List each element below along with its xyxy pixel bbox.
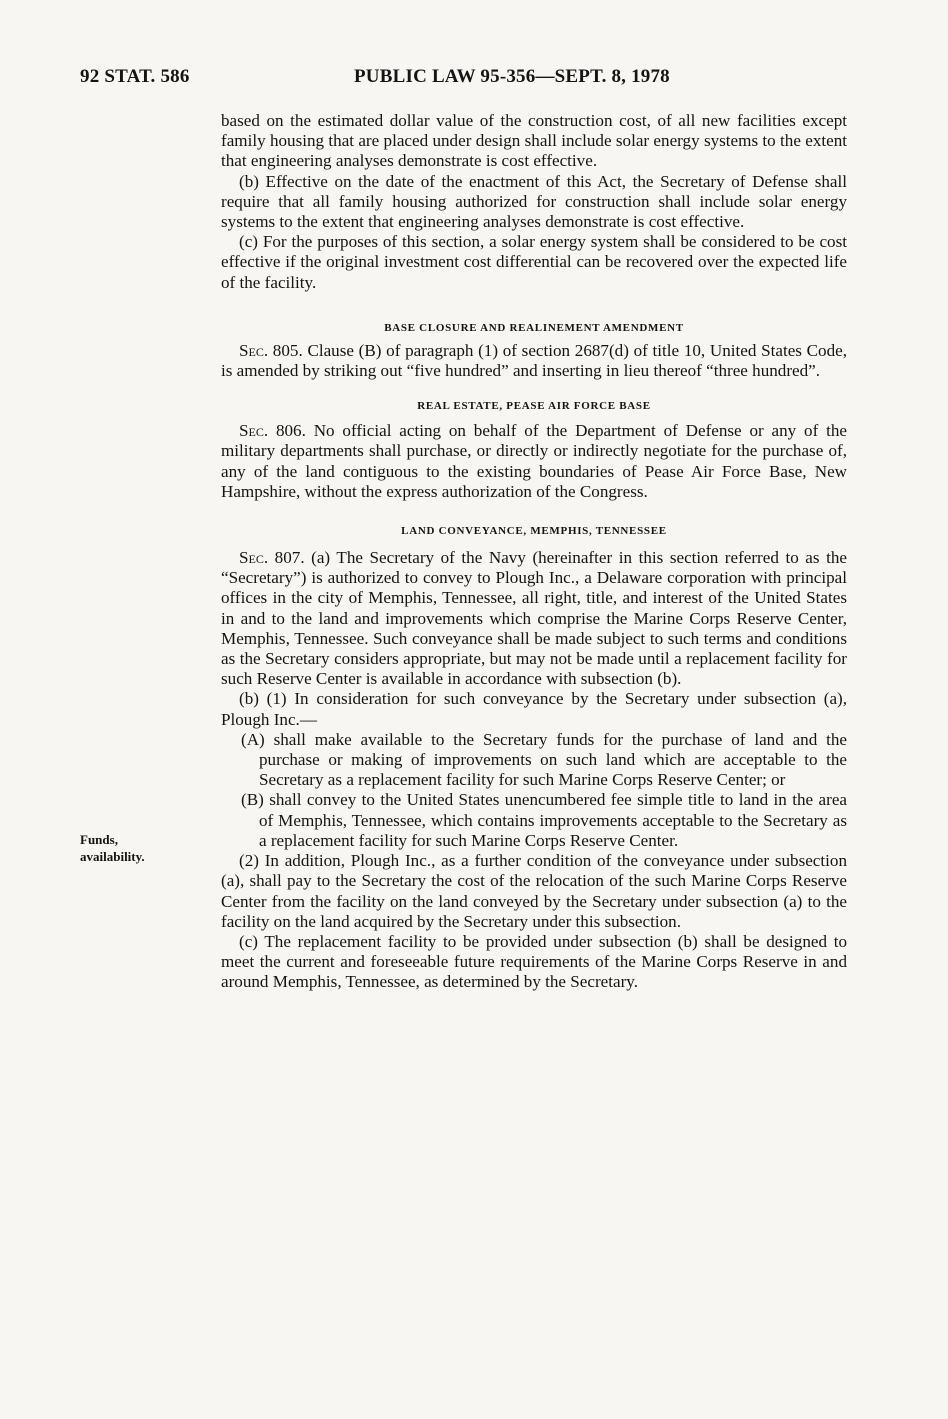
paragraph: [221, 421, 847, 502]
paragraph: [221, 341, 847, 381]
section-text: Clause (B) of paragraph (1) of section 2687(d) of title 10, United States Code, is amended by striking out “five hundred” and inserting in lieu thereof “three hundred”.: [221, 340, 847, 381]
paragraph: (c) For the purposes of this section, a solar energy system shall be considered to be cost effective if the original investment cost differential can be recovered over the expected life of the facility.: [221, 232, 847, 292]
list-item: (A) shall make available to the Secretary funds for the purchase of land and the purchase or making of improvements on such land which are acceptable to the Secretary as a replacement facility for such Marine Corps Reserve Center; or: [241, 729, 847, 790]
section-label: Sec. 805.: [239, 340, 303, 360]
margin-note-line: Funds,: [80, 832, 118, 847]
list-item: (B) shall convey to the United States unencumbered fee simple title to land in the area of Memphis, Tennessee, which contains improvements acceptable to the Secretary as a replacement facility for such Marine Corps Reserve Center.: [241, 790, 847, 850]
section-label: Sec. 807.: [239, 548, 305, 568]
section-heading: BASE CLOSURE AND REALINEMENT AMENDMENT: [384, 321, 684, 334]
paragraph: (b) (1) In consideration for such conveyance by the Secretary under subsection (a), Plough Inc.—: [221, 689, 847, 729]
section-text: (a) The Secretary of the Navy (hereinafter in this section referred to as the “Secretary”) is authorized to convey to Plough Inc., a Delaware corporation with principal offices in the city of Memphis, Tennessee, all right, title, and interest of the United States in and to the land and improvements which comprise the Marine Corps Reserve Center, Memphis, Tennessee. Such conveyance shall be made subject to such terms and conditions as the Secretary considers appropriate, but may not be made until a replacement facility for such Reserve Center is available in accordance with subsection (b).: [221, 548, 847, 689]
section-label: Sec. 806.: [239, 421, 306, 441]
paragraph: based on the estimated dollar value of the construction cost, of all new facilities except family housing that are placed under design shall include solar energy systems to the extent that engineering analyses demonstrate is cost effective.: [221, 111, 847, 171]
section-text: No official acting on behalf of the Department of Defense or any of the military departments shall purchase, or directly or indirectly negotiate for the purchase of, any of the land contiguous to the existing boundaries of Pease Air Force Base, New Hampshire, without the express authorization of the Congress.: [221, 421, 847, 501]
paragraph: (b) Effective on the date of the enactment of this Act, the Secretary of Defense shall require that all family housing authorized for construction shall include solar energy systems to the extent that engineering analyses demonstrate is cost effective.: [221, 171, 847, 232]
page-title: PUBLIC LAW 95-356—SEPT. 8, 1978: [354, 66, 670, 87]
body-text: [221, 111, 847, 993]
section-heading: REAL ESTATE, PEASE AIR FORCE BASE: [417, 400, 651, 413]
paragraph: [221, 548, 847, 689]
margin-note-line: availability.: [80, 849, 145, 864]
paragraph: (c) The replacement facility to be provided under subsection (b) shall be designed to meet the current and foreseeable future requirements of the Marine Corps Reserve in and around Memphis, Tennessee, as determined by the Secretary.: [221, 931, 847, 992]
section-heading: LAND CONVEYANCE, MEMPHIS, TENNESSEE: [401, 525, 667, 538]
paragraph: (2) In addition, Plough Inc., as a further condition of the conveyance under subsection (a), shall pay to the Secretary the cost of the relocation of the such Marine Corps Reserve Center from the facility on the land conveyed by the Secretary under subsection (a) to the facility on the land acquired by the Secretary under this subsection.: [221, 851, 847, 931]
margin-note-funds: [80, 831, 175, 865]
stat-page-number: 92 STAT. 586: [80, 66, 190, 87]
